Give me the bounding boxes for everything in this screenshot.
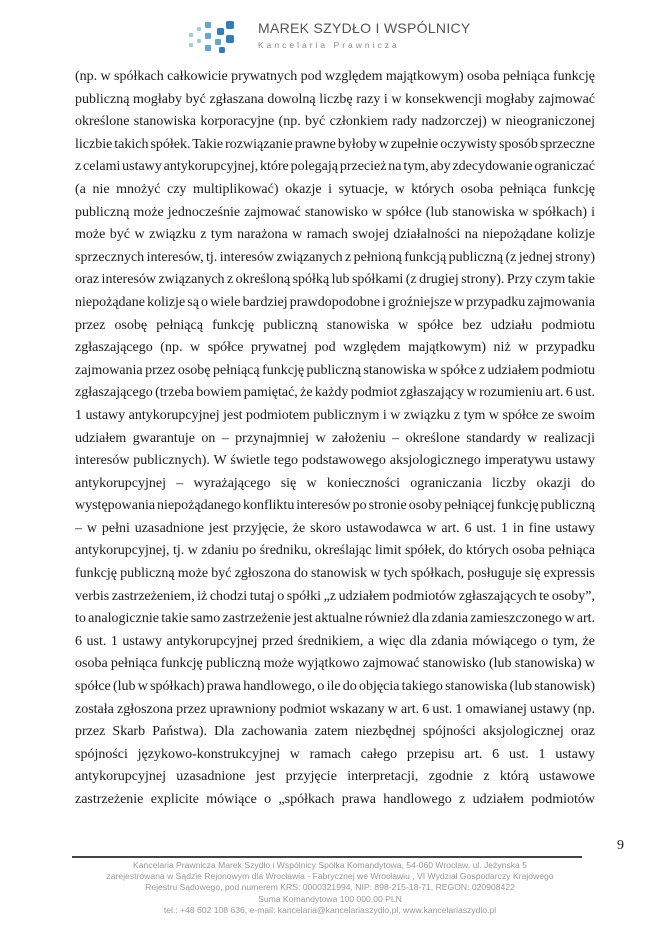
text-line: [75, 699, 595, 722]
text-line-text: publiczną mogłaby być zgłaszana dowolną liczbę razy i w konsekwencji mogłaby zajmować: [75, 91, 595, 107]
text-line: [75, 608, 595, 631]
text-line-text: zajmowania przez osobę pełniącą funkcję publiczną stanowiska w spółce z udziałem podmiotu: [75, 362, 595, 378]
text-line: [75, 202, 595, 225]
text-line-text: przez Skarb Państwa). Dla zachowania zatem niezbędnej spójności aksjologicznej oraz: [75, 724, 595, 740]
text-line: [75, 518, 595, 541]
text-line-text: niepożądane kolizje są o wiele bardziej prawdopodobne i groźniejsze w przypadku zajmowania: [75, 294, 595, 310]
text-line: [75, 66, 595, 89]
text-line: [75, 495, 595, 518]
text-line-text: udziałem gwarantuje on – przynajmniej w założeniu – określone standardy w realizacji: [75, 430, 595, 446]
letterhead: [188, 17, 508, 57]
text-line-text: to analogicznie takie samo zastrzeżenie jest aktualne również dla zdania zamieszczonego w art.: [75, 611, 595, 627]
firm-subtitle: Kancelaria Prawnicza: [258, 40, 400, 50]
text-line-text: z celami ustawy antykorupcyjnej, które polegają przecież na tym, aby zdecydowanie ograniczać: [75, 159, 595, 175]
text-line: [75, 766, 595, 789]
text-line: [75, 247, 595, 270]
page-number: 9: [617, 838, 624, 853]
document-body: [75, 66, 595, 812]
footer-line-text: zarejestrowana w Sądzie Rejonowym dla Wrocławia - Fabrycznej we Wrocławiu , VI Wydział Gospodarczy Krajowego: [106, 871, 554, 882]
text-line-text: sprzecznych interesów, tj. interesów związanych z pełnioną funkcją publiczną (z jednej strony): [75, 249, 595, 265]
text-line-text: antykorupcyjnej uzasadnione jest przyjęcie interpretacji, zgodnie z którą ustawowe: [75, 769, 595, 785]
footer-line: [70, 894, 590, 905]
text-line-text: spójności językowo-konstrukcyjnej w ramach całego przepisu art. 6 ust. 1 ustawy: [75, 746, 595, 762]
text-line: [75, 134, 595, 157]
text-line-text: publiczną może jednocześnie zajmować stanowisko w spółce (lub stanowiska w spółkach) i: [75, 204, 595, 220]
text-line: [75, 156, 595, 179]
text-line: [75, 450, 595, 473]
text-line-text: osoba pełniąca funkcję publiczną może wyjątkowo zajmować stanowisko (lub stanowiska) w: [75, 656, 595, 672]
text-line-text: przez osobę pełniącą funkcję publiczną stanowiska w spółce bez udziału podmiotu: [75, 317, 595, 333]
text-line: [75, 224, 595, 247]
text-line-text: została zgłoszona przez uprawniony podmiot wskazany w art. 6 ust. 1 omawianej ustawy (np.: [75, 701, 595, 717]
footer-divider: [72, 856, 582, 858]
text-line-text: 1 ustawy antykorupcyjnej jest podmiotem publicznym i w związku z tym w spółce ze swoim: [75, 407, 595, 423]
footer-line-text: Rejestru Sądowego, pod numerem KRS: 0000321994, NIP: 898-215-18-71, REGON: 020908422: [145, 882, 515, 893]
text-line: [75, 337, 595, 360]
firm-name: MAREK SZYDŁO I WSPÓLNICY: [258, 20, 471, 36]
footer-line: [70, 871, 590, 882]
text-line-text: spółce (lub w spółkach) prawa handlowego, o ile do objęcia takiego stanowiska (lub stanowisk): [75, 679, 595, 695]
text-line: [75, 676, 595, 699]
footer-line: [70, 882, 590, 893]
footer-line: [70, 905, 590, 916]
text-line: [75, 382, 595, 405]
text-line: [75, 721, 595, 744]
text-line: [75, 563, 595, 586]
text-line: [75, 744, 595, 767]
text-line-text: zastrzeżenie explicite mówiące o „spółkach prawa handlowego z udziałem podmiotów: [75, 792, 595, 807]
text-line: [75, 269, 595, 292]
text-line: [75, 653, 595, 676]
text-line-text: występowania niepożądanego konfliktu interesów po stronie osoby pełniącej funkcję publiczną: [75, 498, 595, 514]
text-line: [75, 292, 595, 315]
text-line-text: oraz interesów związanych z określoną spółką lub spółkami (z drugiej strony). Przy czym takie: [75, 272, 595, 288]
text-line-text: – w pełni uzasadnione jest przyjęcie, że skoro ustawodawca w art. 6 ust. 1 in fine ustawy: [75, 520, 595, 536]
text-line: [75, 586, 595, 609]
text-line-text: funkcję publiczną może być zgłoszona do stanowisk w tych spółkach, posługuje się expressis: [75, 566, 595, 582]
footer-line: [70, 860, 590, 871]
text-line-text: może być w związku z tym narażona w ramach swojej działalności na niepożądane kolizje: [75, 227, 595, 243]
text-line-text: określone stanowiska korporacyjne (np. być członkiem rady nadzorczej) w nieograniczonej: [75, 114, 595, 130]
text-line: [75, 360, 595, 383]
text-line-text: interesów publicznych). W świetle tego podstawowego aksjologicznego imperatywu ustawy: [75, 453, 595, 469]
text-line-text: (np. w spółkach całkowicie prywatnych pod względem majątkowym) osoba pełniąca funkcję: [75, 69, 595, 84]
text-line-text: antykorupcyjnej, tj. w zdaniu po średniku, określając limit spółek, do których osoba pełniąca: [75, 543, 595, 559]
text-line-text: zgłaszającego (np. w spółce prywatnej pod względem majątkowym) niż w przypadku: [75, 340, 595, 356]
text-line-text: 6 ust. 1 ustawy antykorupcyjnej przed średnikiem, a więc dla zdania mówiącego o tym, że: [75, 633, 595, 649]
firm-logo-icon: [188, 19, 236, 55]
text-line: [75, 473, 595, 496]
text-line-text: antykorupcyjnej – wyrażającego się w konieczności ograniczania liczby okazji do: [75, 475, 595, 491]
text-line: [75, 405, 595, 428]
text-line: [75, 315, 595, 338]
text-line-text: (a nie mnożyć czy multiplikować) okazje i sytuacje, w których osoba pełniąca funkcję: [75, 181, 595, 197]
footer-line-text: tel.: +48 602 108 636, e-mail: kancelaria@kancelariaszydlo.pl, www.kancelariaszydlo.pl: [163, 904, 497, 915]
text-line: [75, 111, 595, 134]
text-line: [75, 428, 595, 451]
text-line-text: verbis zastrzeżeniem, iż chodzi tutaj o spółki „z udziałem podmiotów zgłaszających te osoby”,: [75, 588, 595, 604]
text-line: [75, 89, 595, 112]
footer-line-text: Suma Komandytowa 100 000,00 PLN: [258, 893, 402, 904]
text-line: [75, 540, 595, 563]
text-line-text: zgłaszającego (trzeba bowiem pamiętać, że każdy podmiot zgłaszający w rozumieniu art. 6 ust.: [75, 385, 595, 401]
text-line: [75, 789, 595, 812]
footer: [70, 860, 590, 916]
text-line: [75, 631, 595, 654]
footer-line-text: Kancelaria Prawnicza Marek Szydło i Wspólnicy Spółka Komandytowa, 54-060 Wrocław, ul. Jeżynska 5: [133, 860, 527, 870]
text-line: [75, 179, 595, 202]
text-line-text: liczbie takich spółek. Takie rozwiązanie prawne byłoby w zupełnie oczywisty sposób sprzeczne: [75, 136, 595, 152]
